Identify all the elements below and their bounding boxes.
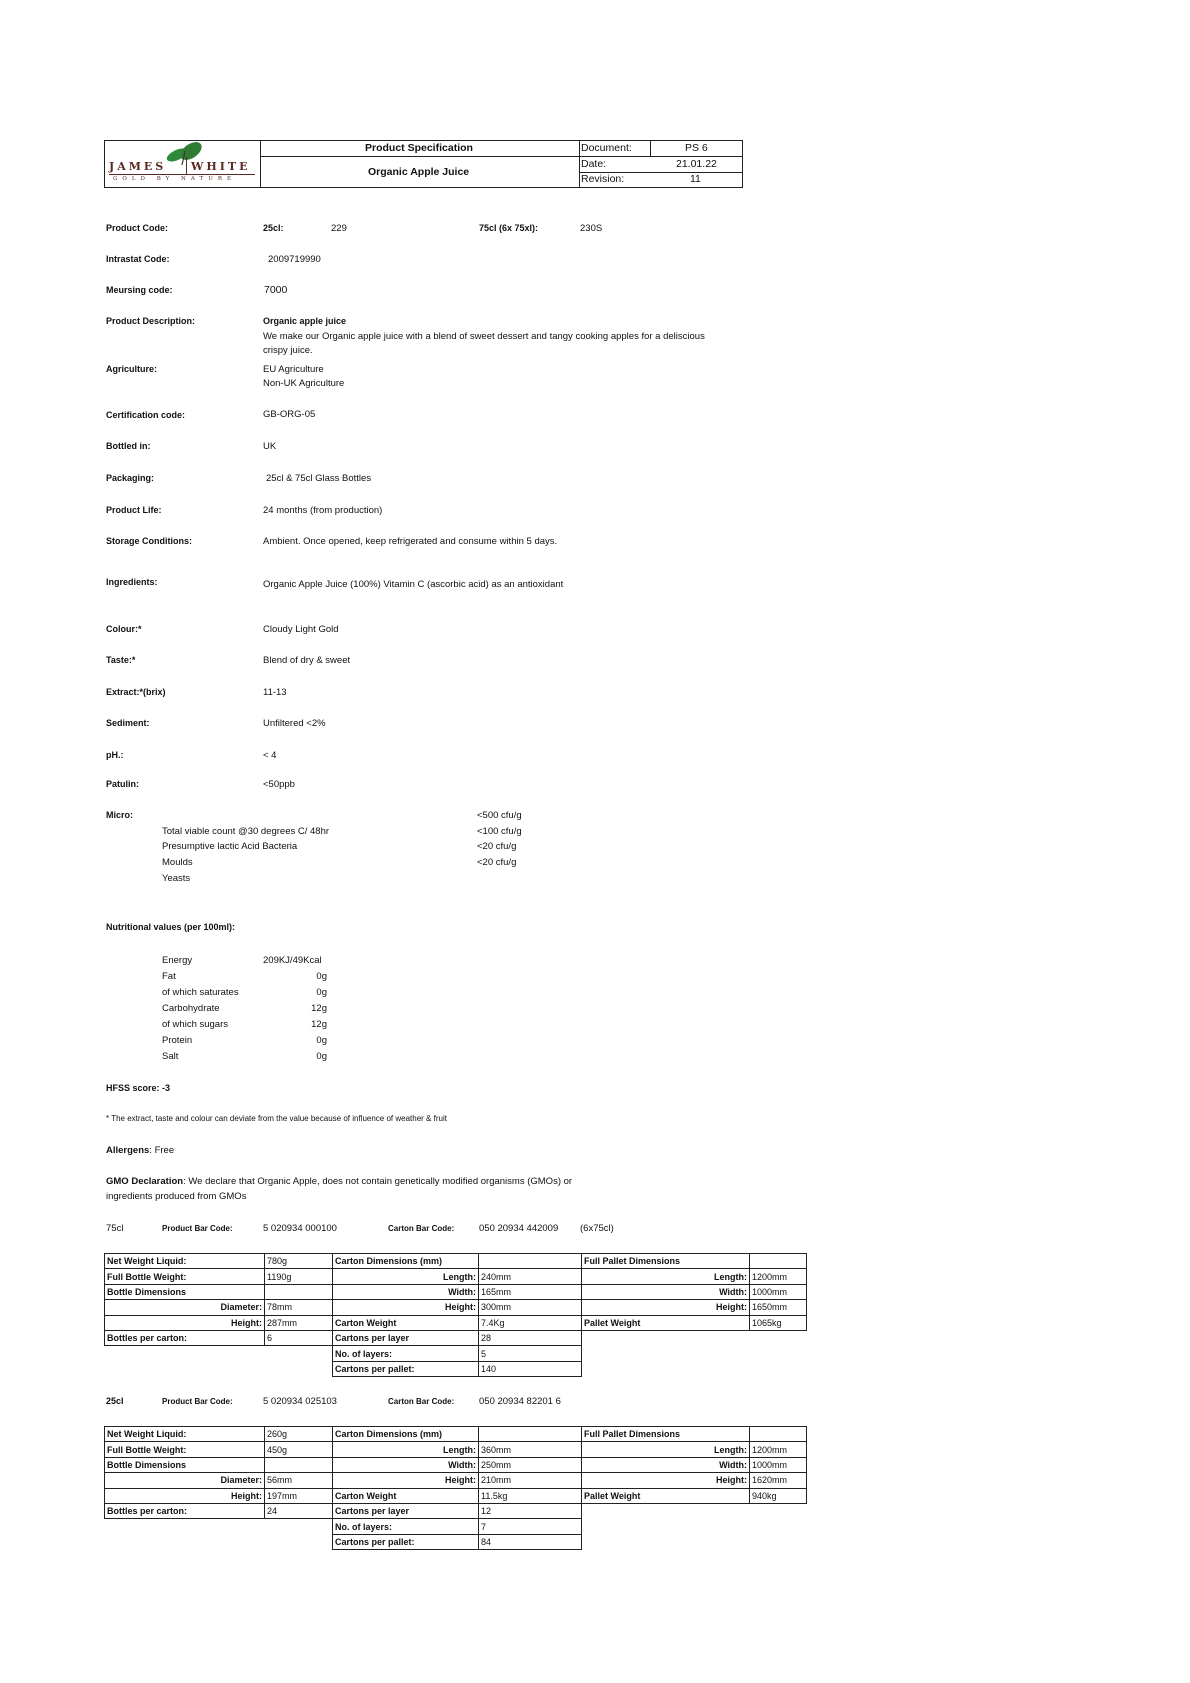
- table-cell: No. of layers:: [333, 1519, 479, 1534]
- table-cell: [265, 1346, 333, 1361]
- table-row: [105, 1457, 807, 1472]
- table-cell: 7: [479, 1519, 582, 1534]
- meursing-value: 7000: [264, 284, 288, 296]
- hfss-score: HFSS score: -3: [106, 1083, 171, 1093]
- micro-value: <20 cfu/g: [477, 841, 517, 852]
- table-cell: [105, 1361, 265, 1376]
- micro-item: Presumptive lactic Acid Bacteria: [162, 841, 298, 852]
- revision-label: Revision:: [581, 173, 625, 185]
- logo-word-left: JAMES: [109, 160, 167, 173]
- table-row: [105, 1315, 807, 1330]
- table-row: [105, 1330, 807, 1345]
- table-cell: Carton Dimensions (mm): [333, 1427, 479, 1442]
- table-cell: 260g: [265, 1427, 333, 1442]
- description-line-2: crispy juice.: [263, 345, 313, 356]
- table-cell: [750, 1427, 807, 1442]
- micro-item: Yeasts: [162, 873, 191, 884]
- table-cell: [582, 1503, 750, 1518]
- carton-barcode-label: Carton Bar Code:: [388, 1397, 455, 1406]
- storage-value: Ambient. Once opened, keep refrigerated and consume within 5 days.: [263, 536, 558, 547]
- table-cell: [750, 1330, 807, 1345]
- product-life-value: 24 months (from production): [263, 505, 383, 516]
- table-cell: [750, 1519, 807, 1534]
- table-cell: [479, 1427, 582, 1442]
- table-cell: 197mm: [265, 1488, 333, 1503]
- table-cell: 140: [479, 1361, 582, 1376]
- allergens-value: : Free: [149, 1145, 175, 1156]
- barcode-size-75: 75cl: [106, 1223, 124, 1234]
- nutrition-name: Energy: [162, 955, 193, 966]
- table-cell: 56mm: [265, 1473, 333, 1488]
- sediment-value: Unfiltered <2%: [263, 718, 326, 729]
- table-cell: 300mm: [479, 1300, 582, 1315]
- date-label: Date:: [581, 158, 607, 170]
- table-cell: 1000mm: [750, 1457, 807, 1472]
- table-cell: [750, 1254, 807, 1269]
- nutrition-name: Fat: [162, 971, 176, 982]
- gmo-declaration: [106, 1176, 572, 1187]
- gmo-text: : We declare that Organic Apple, does not contain genetically modified organisms (GMOs) or: [183, 1176, 573, 1187]
- nutrition-value: 0g: [316, 1051, 327, 1062]
- product-barcode-label: Product Bar Code:: [162, 1224, 233, 1233]
- taste-label: Taste:*: [106, 655, 136, 665]
- nutrition-value: 12g: [311, 1019, 327, 1030]
- table-row: [105, 1361, 807, 1376]
- table-cell: Height:: [582, 1473, 750, 1488]
- table-cell: [582, 1361, 750, 1376]
- product-barcode-value: 5 020934 025103: [263, 1396, 337, 1407]
- colour-value: Cloudy Light Gold: [263, 624, 339, 635]
- table-cell: Length:: [333, 1269, 479, 1284]
- table-cell: Height:: [105, 1488, 265, 1503]
- table-cell: 1650mm: [750, 1300, 807, 1315]
- table-cell: [582, 1534, 750, 1549]
- description-title: Organic apple juice: [263, 316, 347, 326]
- table-cell: [265, 1534, 333, 1549]
- revision-value: 11: [690, 173, 701, 185]
- table-cell: 7.4Kg: [479, 1315, 582, 1330]
- barcode-size-25: 25cl: [106, 1396, 124, 1406]
- table-cell: 940kg: [750, 1488, 807, 1503]
- table-row: [105, 1427, 807, 1442]
- table-cell: 11.5kg: [479, 1488, 582, 1503]
- table-cell: 165mm: [479, 1284, 582, 1299]
- table-cell: [479, 1254, 582, 1269]
- size-75-value: 230S: [580, 223, 603, 234]
- micro-label: Micro:: [106, 810, 133, 820]
- table-cell: Bottle Dimensions: [105, 1284, 265, 1299]
- table-cell: Bottles per carton:: [105, 1503, 265, 1518]
- table-cell: Height:: [333, 1473, 479, 1488]
- nutrition-value: 12g: [311, 1003, 327, 1014]
- table-cell: 1200mm: [750, 1269, 807, 1284]
- table-cell: Length:: [582, 1269, 750, 1284]
- logo-word-right: WHITE: [191, 160, 251, 173]
- table-cell: Net Weight Liquid:: [105, 1427, 265, 1442]
- table-cell: 1190g: [265, 1269, 333, 1284]
- table-cell: Height:: [105, 1315, 265, 1330]
- table-row: [105, 1534, 807, 1549]
- allergens-label: Allergens: [106, 1145, 150, 1156]
- table-cell: Full Bottle Weight:: [105, 1442, 265, 1457]
- gmo-label: GMO Declaration: [106, 1176, 184, 1187]
- table-cell: [105, 1519, 265, 1534]
- table-row: [105, 1284, 807, 1299]
- doc-subtitle: Organic Apple Juice: [368, 166, 470, 178]
- table-cell: 6: [265, 1330, 333, 1345]
- colour-label: Colour:*: [106, 624, 142, 634]
- table-cell: Pallet Weight: [582, 1488, 750, 1503]
- table-cell: Height:: [582, 1300, 750, 1315]
- intrastat-label: Intrastat Code:: [106, 254, 170, 264]
- table-cell: 1620mm: [750, 1473, 807, 1488]
- table-cell: Carton Weight: [333, 1488, 479, 1503]
- table-cell: [750, 1534, 807, 1549]
- table-cell: [582, 1519, 750, 1534]
- taste-value: Blend of dry & sweet: [263, 655, 351, 666]
- packaging-label: Packaging:: [106, 473, 155, 483]
- doc-title: Product Specification: [365, 142, 473, 154]
- nutrition-value: 0g: [316, 971, 327, 982]
- table-cell: Cartons per pallet:: [333, 1361, 479, 1376]
- table-cell: Carton Dimensions (mm): [333, 1254, 479, 1269]
- table-cell: Full Bottle Weight:: [105, 1269, 265, 1284]
- carton-barcode-value: 050 20934 82201 6: [479, 1396, 561, 1407]
- size-75-label: 75cl (6x 75xl):: [479, 223, 539, 233]
- agriculture-value-1: EU Agriculture: [263, 364, 324, 375]
- agriculture-value-2: Non-UK Agriculture: [263, 378, 345, 389]
- agriculture-label: Agriculture:: [106, 364, 158, 374]
- table-cell: 250mm: [479, 1457, 582, 1472]
- gmo-text-line-2: ingredients produced from GMOs: [106, 1191, 247, 1202]
- table-cell: 5: [479, 1346, 582, 1361]
- table-row: [105, 1488, 807, 1503]
- ingredients-label: Ingredients:: [106, 577, 158, 587]
- storage-label: Storage Conditions:: [106, 536, 192, 546]
- description-label: Product Description:: [106, 316, 196, 326]
- footnote: * The extract, taste and colour can deviate from the value because of influence of weather & fruit: [106, 1114, 447, 1123]
- table-cell: [750, 1361, 807, 1376]
- document-value: PS 6: [685, 142, 708, 154]
- table-cell: 1200mm: [750, 1442, 807, 1457]
- table-row: [105, 1442, 807, 1457]
- table-row: [105, 1346, 807, 1361]
- nutrition-name: of which sugars: [162, 1019, 229, 1030]
- table-cell: [105, 1346, 265, 1361]
- logo-tagline: GOLD BY NATURE: [113, 176, 236, 182]
- table-cell: Length:: [333, 1442, 479, 1457]
- table-cell: Cartons per pallet:: [333, 1534, 479, 1549]
- table-cell: 287mm: [265, 1315, 333, 1330]
- table-cell: 780g: [265, 1254, 333, 1269]
- micro-value: <20 cfu/g: [477, 857, 517, 868]
- table-cell: Full Pallet Dimensions: [582, 1427, 750, 1442]
- table-cell: 210mm: [479, 1473, 582, 1488]
- size-25-label: 25cl:: [263, 223, 284, 233]
- nutrition-label: Nutritional values (per 100ml):: [106, 922, 236, 932]
- micro-value: <100 cfu/g: [477, 826, 522, 837]
- table-row: [105, 1519, 807, 1534]
- table-cell: Width:: [582, 1457, 750, 1472]
- certification-label: Certification code:: [106, 410, 186, 420]
- table-cell: 1065kg: [750, 1315, 807, 1330]
- table-cell: Diameter:: [105, 1300, 265, 1315]
- table-cell: [265, 1519, 333, 1534]
- table-cell: [750, 1503, 807, 1518]
- table-cell: [265, 1361, 333, 1376]
- nutrition-name: Salt: [162, 1051, 179, 1062]
- ingredients-value: Organic Apple Juice (100%) Vitamin C (ascorbic acid) as an antioxidant: [263, 579, 564, 590]
- micro-item: Total viable count @30 degrees C/ 48hr: [162, 826, 330, 837]
- nutrition-name: Carbohydrate: [162, 1003, 220, 1014]
- table-cell: 78mm: [265, 1300, 333, 1315]
- document-label: Document:: [581, 142, 632, 154]
- table-cell: Width:: [333, 1284, 479, 1299]
- table-cell: [105, 1534, 265, 1549]
- spec-header: [104, 140, 743, 188]
- table-cell: 84: [479, 1534, 582, 1549]
- nutrition-name: of which saturates: [162, 987, 239, 998]
- description-line-1: We make our Organic apple juice with a blend of sweet dessert and tangy cooking apples for a deliscious: [263, 331, 705, 342]
- product-barcode-label: Product Bar Code:: [162, 1397, 233, 1406]
- ph-value: < 4: [263, 750, 277, 761]
- table-cell: Height:: [333, 1300, 479, 1315]
- product-life-label: Product Life:: [106, 505, 162, 515]
- patulin-label: Patulin:: [106, 779, 139, 789]
- spec-table-75cl: [104, 1253, 807, 1377]
- table-row: [105, 1269, 807, 1284]
- extract-value: 11-13: [263, 687, 287, 698]
- date-value: 21.01.22: [676, 158, 717, 170]
- table-cell: No. of layers:: [333, 1346, 479, 1361]
- table-cell: Carton Weight: [333, 1315, 479, 1330]
- table-cell: Length:: [582, 1442, 750, 1457]
- table-cell: [265, 1457, 333, 1472]
- bottled-label: Bottled in:: [106, 441, 151, 451]
- nutrition-value: 0g: [316, 987, 327, 998]
- table-cell: Pallet Weight: [582, 1315, 750, 1330]
- spec-table-25cl: [104, 1426, 807, 1550]
- table-cell: 450g: [265, 1442, 333, 1457]
- ph-label: pH.:: [106, 750, 124, 760]
- table-cell: [265, 1284, 333, 1299]
- nutrition-value: 0g: [316, 1035, 327, 1046]
- table-cell: Bottle Dimensions: [105, 1457, 265, 1472]
- nutrition-value: 209KJ/49Kcal: [263, 955, 322, 966]
- table-cell: 24: [265, 1503, 333, 1518]
- nutrition-name: Protein: [162, 1035, 193, 1046]
- certification-value: GB-ORG-05: [263, 409, 316, 420]
- table-cell: 240mm: [479, 1269, 582, 1284]
- table-cell: Width:: [333, 1457, 479, 1472]
- packaging-value: 25cl & 75cl Glass Bottles: [266, 473, 372, 484]
- micro-item: Moulds: [162, 857, 193, 868]
- intrastat-value: 2009719990: [268, 254, 321, 265]
- size-25-value: 229: [331, 223, 347, 234]
- table-cell: 360mm: [479, 1442, 582, 1457]
- table-row: [105, 1300, 807, 1315]
- carton-barcode-value: 050 20934 442009: [479, 1223, 559, 1234]
- table-row: [105, 1503, 807, 1518]
- product-barcode-value: 5 020934 000100: [263, 1223, 337, 1234]
- table-cell: Bottles per carton:: [105, 1330, 265, 1345]
- brand-logo: [105, 141, 260, 187]
- extract-label: Extract:*(brix): [106, 687, 166, 697]
- allergens: [106, 1145, 174, 1156]
- table-cell: Net Weight Liquid:: [105, 1254, 265, 1269]
- table-cell: [750, 1346, 807, 1361]
- table-cell: [582, 1346, 750, 1361]
- patulin-value: <50ppb: [263, 779, 295, 790]
- table-cell: Diameter:: [105, 1473, 265, 1488]
- table-cell: [582, 1330, 750, 1345]
- table-cell: Full Pallet Dimensions: [582, 1254, 750, 1269]
- bottled-value: UK: [263, 441, 277, 452]
- table-row: [105, 1473, 807, 1488]
- sediment-label: Sediment:: [106, 718, 150, 728]
- meursing-label: Meursing code:: [106, 285, 173, 295]
- product-code-label: Product Code:: [106, 223, 168, 233]
- carton-barcode-label: Carton Bar Code:: [388, 1224, 455, 1233]
- carton-barcode-note: (6x75cl): [580, 1223, 614, 1234]
- micro-value: <500 cfu/g: [477, 810, 522, 821]
- table-cell: Cartons per layer: [333, 1330, 479, 1345]
- table-cell: Width:: [582, 1284, 750, 1299]
- table-cell: 1000mm: [750, 1284, 807, 1299]
- table-cell: 12: [479, 1503, 582, 1518]
- table-row: [105, 1254, 807, 1269]
- table-cell: 28: [479, 1330, 582, 1345]
- table-cell: Cartons per layer: [333, 1503, 479, 1518]
